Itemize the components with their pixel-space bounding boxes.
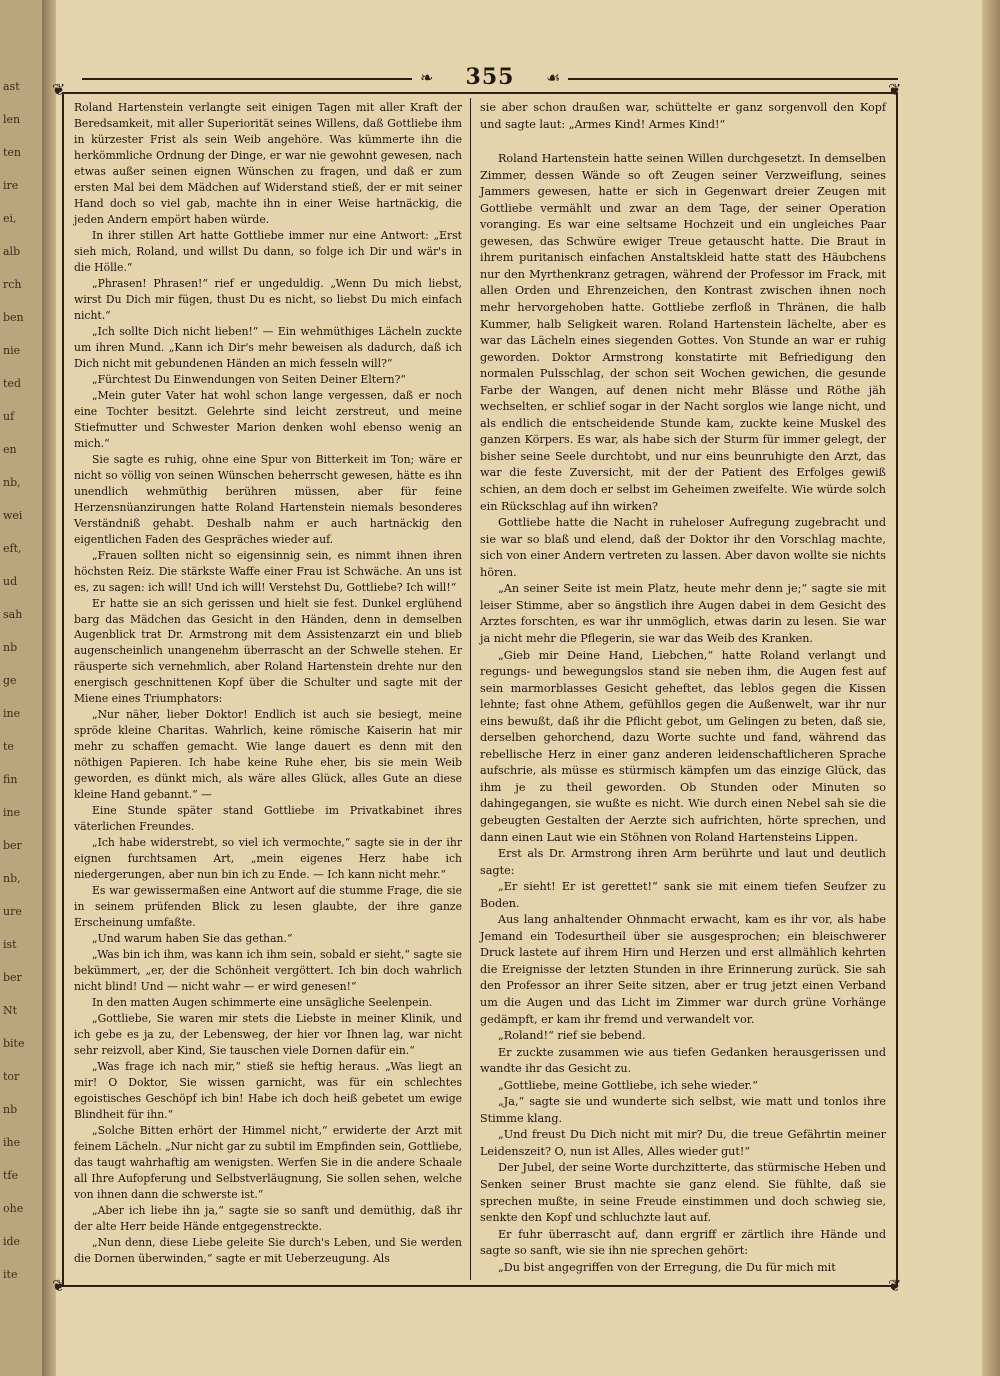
paragraph: „Was bin ich ihm, was kann ich ihm sein, sobald er sieht,“ sagte sie bekümmert, „er, der die Schönheit vergöttert. Ich bin doch wahrlich nicht blind! Und — nicht wahr — er wird genesen!“ (74, 948, 462, 994)
margin-fragment: eft, (3, 542, 22, 555)
paragraph: „Du bist angegriffen von der Erregung, die Du für mich mit (498, 1260, 836, 1274)
margin-fragment: ihe (3, 1136, 21, 1149)
paragraph: Er zuckte zusammen wie aus tiefen Gedanken herausgerissen und wandte ihr das Gesicht zu. (480, 1045, 886, 1076)
paragraph: Aus lang anhaltender Ohnmacht erwacht, kam es ihr vor, als habe Jemand ein Todesurtheil über sie ausgesprochen; ein bleischwerer Druck lastete auf ihrem Hirn und Herzen und erst allmählich kehrten die Ereignisse der letzten Stunden in ihre Erinnerung zurück. Sie sah den Professor an ihrer Seite sitzen, aber er trug jetzt einen Verband um die Augen und das Licht im Zimmer war durch grüne Vorhänge gedämpft, er kam ihr fremd und verwandelt vor. (480, 913, 886, 1026)
margin-fragment: tfe (3, 1169, 19, 1182)
margin-fragment: ted (3, 377, 21, 390)
margin-fragment: ei, (3, 212, 17, 225)
margin-fragment: ist (3, 938, 17, 951)
paragraph: „Ja,“ sagte sie und wunderte sich selbst, wie matt und tonlos ihre Stimme klang. (480, 1095, 886, 1125)
paragraph: In den matten Augen schimmerte eine unsägliche Seelenpein. (92, 996, 433, 1010)
margin-fragment: ite (3, 1268, 18, 1281)
paragraph: Erst als Dr. Armstrong ihren Arm berührte und laut und deutlich sagte: (480, 847, 886, 877)
margin-fragment: Nt (3, 1004, 18, 1017)
frame-right-rule (896, 92, 898, 1287)
paragraph: „Ich habe widerstrebt, so viel ich vermochte,“ sagte sie in der ihr eignen furchtsamen Art, „mein eigenes Herz habe ich niedergerungen, aber nun bin ich zu Ende. — Ich kann nicht mehr.“ (74, 836, 462, 882)
paragraph: Gottliebe hatte die Nacht in ruheloser Aufregung zugebracht und sie war so blaß und elend, daß der Doktor ihr den Vorschlag machte, sich von einer Andern vertreten zu lassen. Aber davon wollte sie nichts hören. (480, 516, 886, 579)
margin-fragment: ge (3, 674, 17, 687)
margin-fragment: ohe (3, 1202, 24, 1215)
paragraph: „Nur näher, lieber Doktor! Endlich ist auch sie besiegt, meine spröde kleine Charitas. Wahrlich, keine römische Kaiserin hat mir mehr zu schaffen gemacht. Wie lange dauert es denn mit den nöthigen Papieren. Ich habe keine Ruhe eher, bis sie mein Weib geworden, es dünkt mich, als wäre alles Glück, alles Gute an diese kleine Hand gebannt.“ — (74, 708, 462, 802)
binding-gutter (42, 0, 56, 1376)
margin-fragment: sah (3, 608, 23, 621)
header-ornament-left-icon: ❧ (420, 68, 434, 87)
paragraph: Er hatte sie an sich gerissen und hielt sie fest. Dunkel erglühend barg das Mädchen das Gesicht in den Händen, denn in demselben Augenblick trat Dr. Armstrong mit dem Assistenzarzt ein und blieb augenscheinlich unangenehm überrascht an der Schwelle stehen. Er räusperte sich vernehmlich, aber Roland Hartenstein drehte nur den energisch geschnittenen Kopf über die Schulter und sagte mit der Miene eines Triumphators: (74, 596, 462, 706)
paragraph: „Gottliebe, meine Gottliebe, ich sehe wieder.“ (498, 1078, 758, 1092)
margin-fragment: len (3, 113, 21, 126)
margin-fragment: ud (3, 575, 18, 588)
paragraph: Eine Stunde später stand Gottliebe im Privatkabinet ihres väterlichen Freundes. (74, 804, 462, 834)
margin-fragment: wei (3, 509, 23, 522)
paragraph: „Nun denn, diese Liebe geleite Sie durch's Leben, und Sie werden die Dornen überwinden,“ sagte er mit Ueberzeugung. Als (74, 1235, 462, 1265)
paragraph: „Fürchtest Du Einwendungen von Seiten Deiner Eltern?“ (92, 372, 406, 386)
paragraph: Roland Hartenstein hatte seinen Willen durchgesetzt. In demselben Zimmer, dessen Wände so oft Zeugen seiner Verzweiflung, seines Jammers gewesen, hatte er sich in Gegenwart dreier Zeugen mit Gottliebe vermählt und zwar an dem Tage, der seiner Operation voranging. Es war eine seltsame Hochzeit und ein ungleiches Paar gewesen, das Schwüre ewiger Treue getauscht hatte. Die Braut in ihrem puritanisch einfachen Anstaltskleid hatte statt des Häubchens nur den Myrthenkranz getragen, während der Professor im Frack, mit allen Orden und Ehrenzeichen, den Kontrast zwischen ihnen noch mehr hervorgehoben hatte. Gottliebe zerfloß in Thränen, die halb Kummer, halb Seligkeit waren. Roland Hartenstein lächelte, aber es war das Lächeln eines siegenden Gottes. Von Stunde an war er ruhig geworden. Doktor Armstrong konstatirte mit Befriedigung den normalen Pulsschlag, der schon seit Wochen gewichen, die gesunde Farbe der Wangen, auf denen nicht mehr Blässe und Röthe jäh wechselten, er schlief sogar in der Nacht sorglos wie lange nicht, und als endlich die entscheidende Stunde kam, zuckte keine Muskel des ganzen Körpers. Es war, als habe sich der Sturm für immer gelegt, der bisher seine Seele durchtobt, und nur eins beunruhigte den Arzt, das war die feste Zuversicht, mit der der Patient des Erfolges gewiß schien, an dem doch er selbst im Geheimen zweifelte. Wie würde solch ein Rückschlag auf ihn wirken? (480, 152, 886, 513)
paragraph: „Aber ich liebe ihn ja,“ sagte sie so sanft und demüthig, daß ihr der alte Herr beide Hände entgegenstreckte. (74, 1203, 462, 1233)
paragraph: „Mein guter Vater hat wohl schon lange vergessen, daß er noch eine Tochter besitzt. Gelehrte sind leicht zerstreut, und meine Stiefmutter und Schwester Marion denken wohl ebenso wenig an mich.“ (74, 388, 462, 450)
paragraph: „An seiner Seite ist mein Platz, heute mehr denn je;“ sagte sie mit leiser Stimme, aber so ängstlich ihre Augen dabei in dem Gesicht des Arztes forschten, es war ihr unmöglich, etwas darin zu lesen. Sie war ja nicht mehr die Pflegerin, sie war das Weib des Kranken. (480, 582, 886, 645)
frame-bottom-rule (62, 1285, 898, 1287)
margin-fragment: nb, (3, 872, 21, 885)
paragraph: In ihrer stillen Art hatte Gottliebe immer nur eine Antwort: „Erst sieh mich, Roland, und willst Du dann, so folge ich Dir und wär's in die Hölle.“ (74, 228, 462, 274)
paragraph: Der Jubel, der seine Worte durchzitterte, das stürmische Heben und Senken seiner Brust machte sie ganz elend. Sie fühlte, daß sie sprechen mußte, in seine Freude einstimmen und doch schwieg sie, senkte den Kopf und schluchzte laut auf. (480, 1161, 886, 1225)
left-column (74, 100, 462, 1267)
margin-fragment: ide (3, 1235, 21, 1248)
paragraph: „Er sieht! Er ist gerettet!“ sank sie mit einem tiefen Seufzer zu Boden. (480, 880, 886, 910)
column-divider (470, 98, 471, 1280)
margin-fragment: ber (3, 971, 22, 984)
margin-fragment: ine (3, 707, 21, 720)
paragraph: „Was frage ich nach mir,“ stieß sie heftig heraus. „Was liegt an mir! O Doktor, Sie wissen garnicht, was für ein schlechtes egoistisches Geschöpf ich bin! Habe ich doch heiß gebetet um ewige Blindheit für ihn.“ (74, 1060, 462, 1122)
paragraph: „Phrasen! Phrasen!“ rief er ungeduldig. „Wenn Du mich liebst, wirst Du Dich mir fügen, thust Du es nicht, so liebst Du mich einfach nicht.“ (74, 276, 462, 322)
margin-fragment: ten (3, 146, 22, 159)
margin-fragment: ire (3, 179, 19, 192)
margin-fragment: ben (3, 311, 24, 324)
paragraph: „Ich sollte Dich nicht lieben!“ — Ein wehmüthiges Lächeln zuckte um ihren Mund. „Kann ich Dir's mehr beweisen als dadurch, daß ich Dich nicht mit gebundenen Händen an mich fesseln will?“ (74, 324, 462, 370)
margin-fragment: ine (3, 806, 21, 819)
paragraph: „Roland!“ rief sie bebend. (498, 1029, 646, 1043)
margin-fragment: ber (3, 839, 22, 852)
paragraph: „Gottliebe, Sie waren mir stets die Liebste in meiner Klinik, und ich gebe es ja zu, der Lebensweg, der hier vor Ihnen lag, war nicht sehr reizvoll, aber Kind, Sie tauschen viele Dornen dafür ein.“ (74, 1012, 462, 1058)
corner-ornament-icon: ❦ (52, 1276, 66, 1295)
paragraph: Er fuhr überrascht auf, dann ergriff er zärtlich ihre Hände und sagte so sanft, wie sie ihn nie sprechen gehört: (480, 1227, 886, 1258)
margin-fragment: fin (3, 773, 18, 786)
margin-fragment: nb (3, 1103, 18, 1116)
margin-fragment: te (3, 740, 14, 753)
margin-fragment: en (3, 443, 17, 456)
margin-fragment: uf (3, 410, 15, 423)
margin-fragment: alb (3, 245, 21, 258)
margin-fragment: ure (3, 905, 22, 918)
frame-left-rule (62, 92, 64, 1287)
corner-ornament-icon: ❦ (888, 80, 902, 99)
page-number: 355 (465, 64, 515, 90)
corner-ornament-icon: ❦ (52, 80, 66, 99)
paragraph: Roland Hartenstein verlangte seit einigen Tagen mit aller Kraft der Beredsamkeit, mit aller Superiorität seines Willens, daß Gottliebe ihm in kürzester Frist als sein Weib angehöre. Was kümmerte ihn die herkömmliche Ordnung der Dinge, er war nie gewohnt gewesen, nach etwas außer seinen eignen Wünschen zu fragen, und daß er zum ersten Mal bei dem Mädchen auf Widerstand stieß, der er mit seiner Hand doch so viel gab, machte ihn in einer Weise hartnäckig, die jeden Andern empört haben würde. (74, 101, 462, 226)
margin-fragment: rch (3, 278, 22, 291)
paragraph: „Frauen sollten nicht so eigensinnig sein, es nimmt ihnen ihren höchsten Reiz. Die stärkste Waffe einer Frau ist Schwäche. An uns ist es, zu sagen: ich will! Und ich will! Verstehst Du, Gottliebe? Ich will!“ (74, 548, 462, 594)
paragraph: „Solche Bitten erhört der Himmel nicht,“ erwiderte der Arzt mit feinem Lächeln. „Nur nicht gar zu subtil im Empfinden sein, Gottliebe, das taugt wahrhaftig am wenigsten. Werfen Sie in die andere Schaale all Ihre Aufopferung und Selbstverläugnung, Sie sollen sehen, welche von ihnen dann die schwerste ist.“ (74, 1124, 463, 1201)
margin-fragment: tor (3, 1070, 20, 1083)
frame-top-rule (62, 92, 898, 94)
right-column (480, 100, 886, 1276)
paragraph: „Gieb mir Deine Hand, Liebchen,“ hatte Roland verlangt und regungs- und bewegungslos stand sie neben ihm, die Augen fest auf sein marmorblasses Gesicht geheftet, das leblos gegen die Kissen lehnte; fast ohne Athem, gefühllos gegen die Außenwelt, war ihr nur eins bewußt, daß ihr die Pflicht gebot, um Gelingen zu beten, daß sie, derselben gehorchend, dazu Worte suchte und fand, während das rebellische Herz in einer ganz anderen leidenschaftlicheren Sprache aufschrie, als müsse es stürmisch kämpfen um das einzige Glück, das ihm je zu theil geworden. Ob Stunden oder Minuten so dahingegangen, sie wußte es nicht. Wie durch einen Nebel sah sie die gebeugten Gestalten der Aerzte sich aufrichten, hörte sprechen, und dann einen Laut wie ein Stöhnen von Roland Hartensteins Lippen. (480, 648, 886, 844)
corner-ornament-icon: ❦ (888, 1276, 902, 1295)
header-ornament-right-icon: ☙ (546, 68, 561, 87)
paragraph: sie aber schon draußen war, schüttelte er ganz sorgenvoll den Kopf und sagte laut: „Armes Kind! Armes Kind!“ (480, 101, 886, 131)
paragraph: „Und freust Du Dich nicht mit mir? Du, die treue Gefährtin meiner Leidenszeit? O, nun ist Alles, Alles wieder gut!“ (480, 1128, 886, 1158)
page-header (82, 66, 898, 92)
margin-fragment: ast (3, 80, 20, 93)
paragraph: Sie sagte es ruhig, ohne eine Spur von Bitterkeit im Ton; wäre er nicht so völlig von seinen Wünschen beherrscht gewesen, hätte es ihn unendlich wehmüthig berühren müssen, aber für feine Herzensnüanzirungen hatte Roland Hartenstein niemals besonderes Verständniß gehabt. Deshalb nahm er auch hartnäckig den eigentlichen Faden des Gespräches wieder auf. (74, 452, 462, 546)
margin-fragment: bite (3, 1037, 25, 1050)
page-edge (982, 0, 1000, 1376)
margin-fragment: nb, (3, 476, 21, 489)
margin-fragment: nb (3, 641, 18, 654)
paragraph: Es war gewissermaßen eine Antwort auf die stumme Frage, die sie in seinem prüfenden Blick zu lesen glaubte, der ihre ganze Erscheinung umfaßte. (74, 884, 462, 930)
adjacent-page-strip (0, 0, 44, 1376)
margin-fragment: nie (3, 344, 21, 357)
paragraph: „Und warum haben Sie das gethan.“ (92, 932, 293, 946)
